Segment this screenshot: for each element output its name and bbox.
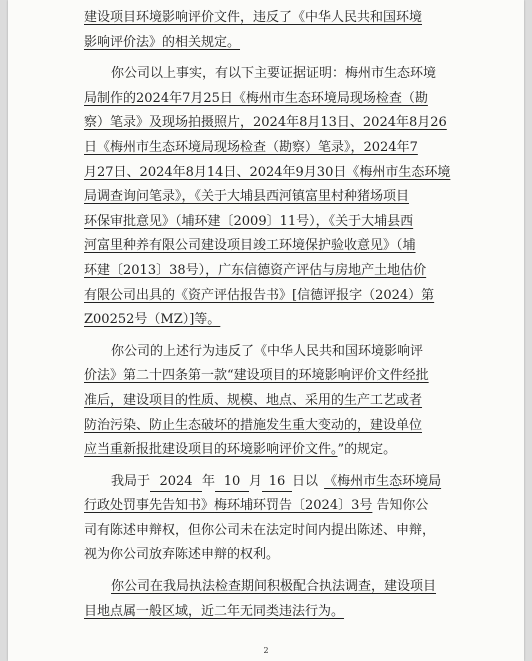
text-span: 你公司在我局执法检查期间积极配合执法调查，建设项目 xyxy=(111,579,437,595)
text-line: 价法》第二十四条第一款“建设项目的环境影响评价文件经批 xyxy=(84,368,429,384)
text-line: 环保审批意见》（埔环建〔2009〕11号），《关于大埔县西 xyxy=(84,213,414,229)
text-span: 我局于 xyxy=(111,473,151,489)
document-body xyxy=(84,6,468,624)
text-line: 河富里种养有限公司建设项目竣工环境保护验收意见》（埔 xyxy=(84,238,416,254)
paragraph-mitigation xyxy=(84,575,468,624)
text-line: 视为你公司放弃陈述申辩的权利。 xyxy=(84,547,280,563)
text-span: 月 xyxy=(249,473,263,489)
paragraph-violation-intro xyxy=(84,6,468,55)
text-line: 日《梅州市生态环境局现场检查（勘察）笔录》，2024年7 xyxy=(84,139,418,155)
month-field: 10 xyxy=(215,473,249,492)
text-line: 月27日、2024年8月14日、2024年9月30日《梅州市生态环境 xyxy=(84,164,451,180)
text-span: 年 xyxy=(202,473,216,489)
text-span: 应当重新报批建设项目的环境影响评价文件。 xyxy=(84,442,338,458)
text-line xyxy=(84,575,468,600)
paragraph-notice xyxy=(84,470,468,568)
text-span: ”的规定。 xyxy=(337,442,397,458)
text-line xyxy=(84,31,468,56)
day-field: 16 xyxy=(262,473,292,492)
text-line: 建设项目环境影响评价文件，违反了《中华人民共和国环境 xyxy=(84,10,423,25)
text-span: 影响评价法》的相关规定。 xyxy=(84,34,241,50)
text-line: 环建〔2013〕38号），广东信德资产评估与房地产土地估价 xyxy=(84,262,427,278)
text-line: 局制作的2024年7月25日《梅州市生态环境局现场检查（勘 xyxy=(84,90,428,106)
text-line: 防治污染、防止生态破坏的措施发生重大变动的，建设单位 xyxy=(84,417,423,433)
text-span: 《梅州市生态环境局 xyxy=(324,473,442,489)
text-span: 行政处罚事先告知书》 xyxy=(84,498,215,514)
year-field: 2024 xyxy=(150,473,202,492)
text-line: 你公司的上述行为违反了《中华人民共和国环境影响评 xyxy=(111,343,424,359)
text-span: 告知你公 xyxy=(376,498,429,514)
text-line: 准后，建设项目的性质、规模、地点、采用的生产工艺或者 xyxy=(84,392,423,408)
paragraph-legal-basis xyxy=(84,340,468,463)
paragraph-evidence xyxy=(84,62,468,333)
text-span: 目地点属一般区域，近二年无同类违法行为。 xyxy=(84,603,345,619)
text-line: 有限公司出具的《资产评估报告书》[信德评报字（2024）第 xyxy=(84,287,435,303)
text-line: 察）笔录》及现场拍摄照片，2024年8月13日、2024年8月26 xyxy=(84,115,447,131)
text-span: 日以 xyxy=(292,473,319,489)
text-line xyxy=(84,438,468,463)
text-line: 局调查询问笔录》，《关于大埔县西河镇富里村种猪场项目 xyxy=(84,189,410,205)
text-span: 梅环埔环罚告〔2024〕3号 xyxy=(214,498,373,514)
text-line: 你公司以上事实，有以下主要证据证明：梅州市生态环境 xyxy=(111,66,437,82)
text-line xyxy=(84,494,468,519)
text-line: 司有陈述申辩权，但你公司未在法定时间内提出陈述、申辩， xyxy=(84,522,436,538)
page-number: 2 xyxy=(263,646,269,655)
text-line xyxy=(84,470,468,495)
text-line xyxy=(84,308,468,333)
document-page xyxy=(8,0,524,661)
text-line xyxy=(84,600,468,625)
text-span: Z00252号（MZ）]等。 xyxy=(84,312,221,328)
